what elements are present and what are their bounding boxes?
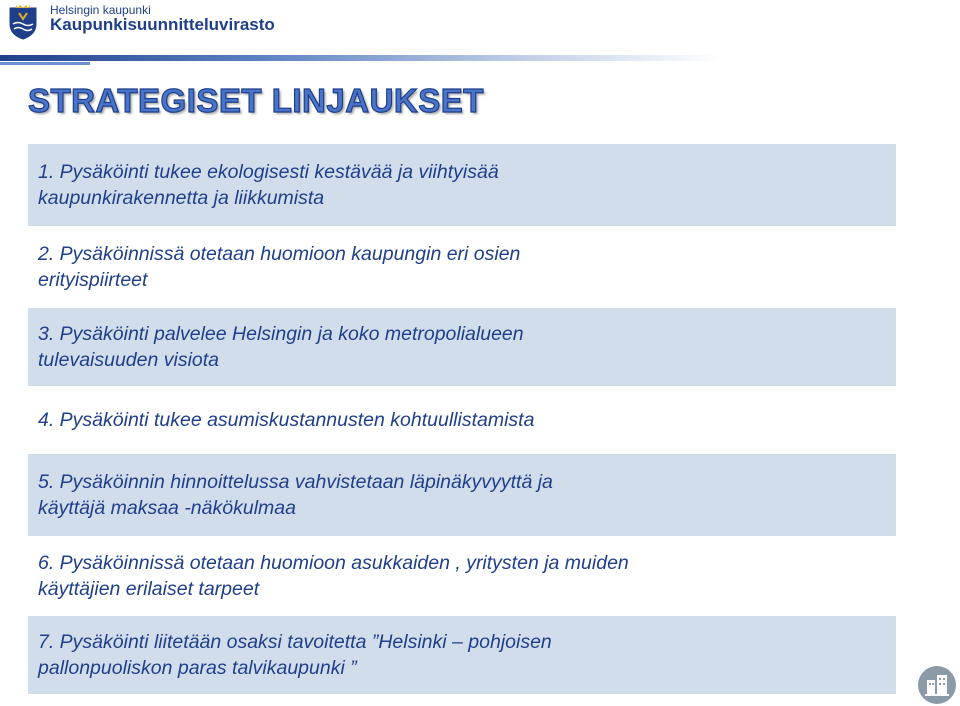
strategy-item-text: 7. Pysäköinti liitetään osaksi tavoitetta ”Helsinki – pohjoisen pallonpuoliskon paras talvikaupunki ” — [38, 631, 552, 679]
strategy-item-6 — [28, 536, 896, 616]
org-name-line1: Helsingin kaupunki — [50, 3, 151, 17]
strategy-item-text: 4. Pysäköinti tukee asumiskustannusten kohtuullistamista — [38, 409, 535, 431]
city-buildings-icon — [918, 666, 956, 704]
strategy-item-4 — [28, 386, 896, 454]
org-name-line2: Kaupunkisuunnitteluvirasto — [50, 15, 275, 34]
strategy-item-text: 6. Pysäköinnissä otetaan huomioon asukkaiden , yritysten ja muiden käyttäjien erilaiset tarpeet — [38, 552, 629, 600]
strategy-item-text: 2. Pysäköinnissä otetaan huomioon kaupungin eri osien erityispiirteet — [38, 243, 521, 291]
strategy-list — [28, 144, 896, 694]
page-title: STRATEGISET LINJAUKSET — [28, 82, 484, 119]
header-divider — [0, 55, 720, 61]
header — [0, 0, 960, 70]
strategy-item-2 — [28, 226, 896, 308]
strategy-item-text: 5. Pysäköinnin hinnoittelussa vahvistetaan läpinäkyvyyttä ja käyttäjä maksaa -näkökulmaa — [38, 471, 553, 519]
strategy-item-text: 1. Pysäköinti tukee ekologisesti kestävää ja viihtyisää kaupunkirakennetta ja liikkumista — [38, 161, 499, 209]
strategy-item-1 — [28, 144, 896, 226]
strategy-item-7 — [28, 616, 896, 694]
header-divider-accent — [0, 62, 90, 65]
strategy-item-3 — [28, 308, 896, 386]
strategy-item-5 — [28, 454, 896, 536]
strategy-item-text: 3. Pysäköinti palvelee Helsingin ja koko metropolialueen tulevaisuuden visiota — [38, 323, 524, 371]
helsinki-crest-icon — [8, 4, 38, 40]
